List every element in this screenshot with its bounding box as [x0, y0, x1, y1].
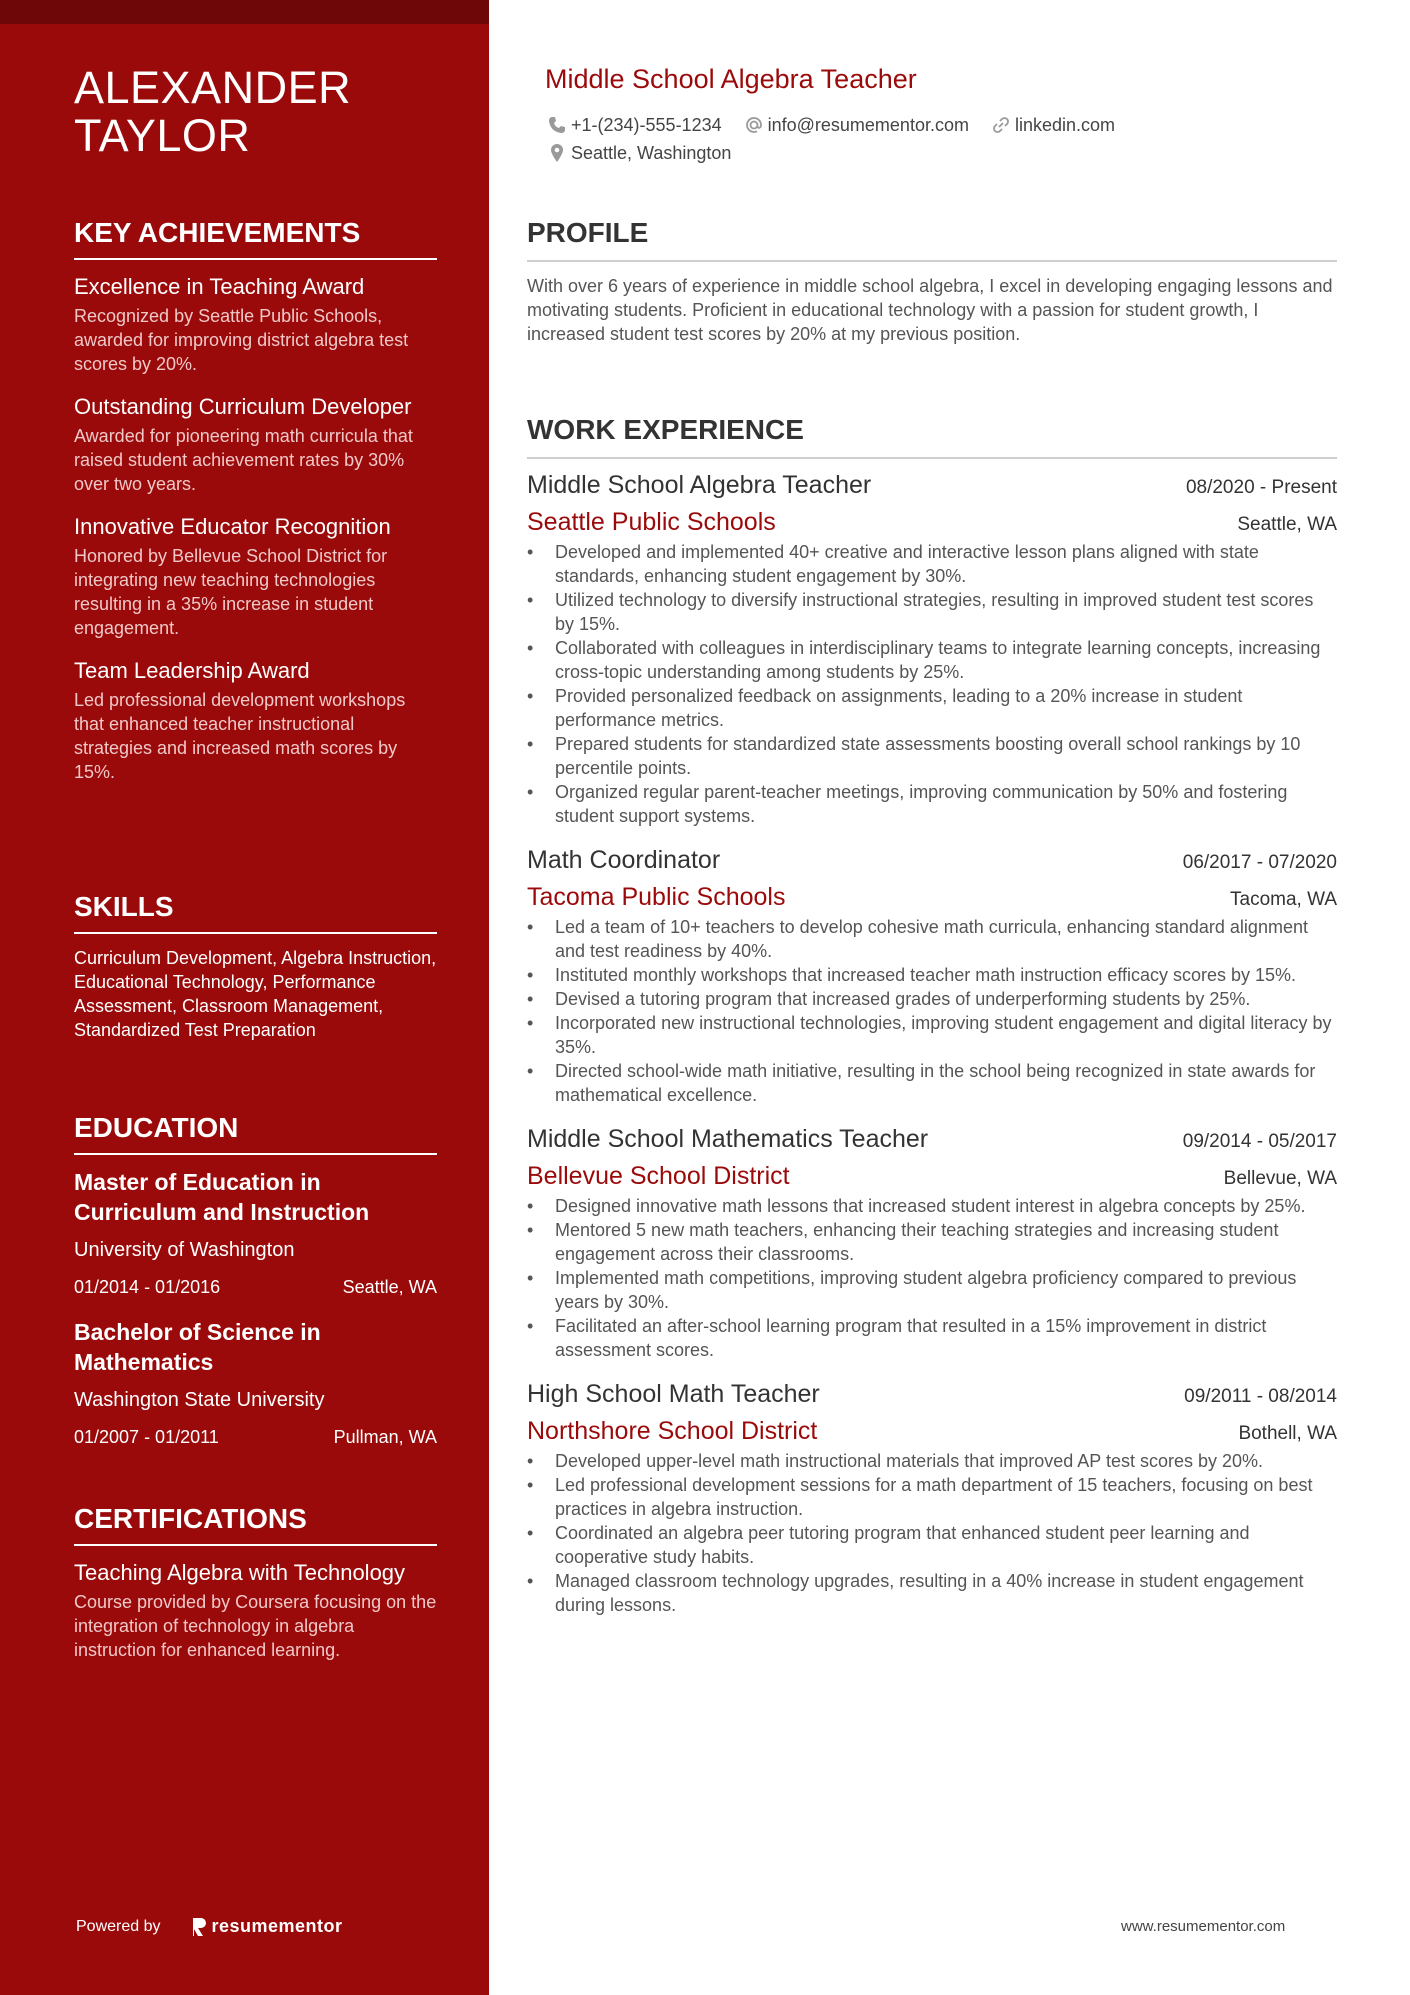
- achievement-title: Team Leadership Award: [74, 658, 310, 683]
- job-entry: [527, 1378, 1337, 1617]
- job-bullet: • Developed and implemented 40+ creative and interactive lesson plans aligned with state standards, enhancing student engagement by 30%.: [527, 540, 1337, 588]
- job-bullet: • Instituted monthly workshops that increased teacher math instruction efficacy scores by 15%.: [527, 963, 1337, 987]
- job-role: Middle School Algebra Teacher: [527, 471, 872, 499]
- education-item: [74, 1167, 437, 1299]
- achievement-item: [74, 272, 437, 376]
- candidate-name: [74, 64, 454, 160]
- education-heading: EDUCATION: [74, 1111, 437, 1155]
- job-dates: 09/2014 - 05/2017: [1182, 1131, 1337, 1152]
- education-location: Pullman, WA: [333, 1427, 437, 1447]
- phone-text: +1-(234)-555-1234: [571, 115, 722, 135]
- skills-heading: SKILLS: [74, 890, 437, 934]
- job-location: Bellevue, WA: [1223, 1168, 1337, 1189]
- achievements-list: [74, 272, 437, 784]
- job-bullet: • Directed school-wide math initiative, resulting in the school being recognized in state awards for mathematical excellence.: [527, 1059, 1337, 1107]
- job-header: [527, 1378, 1337, 1410]
- job-bullets: [527, 540, 1337, 828]
- powered-by-label: Powered by: [76, 1917, 161, 1935]
- job-bullet: • Collaborated with colleagues in interdisciplinary teams to integrate learning concepts, increasing cross-topic understanding among students by 25%.: [527, 636, 1337, 684]
- experience-section: [527, 413, 1337, 1617]
- job-dates: 09/2011 - 08/2014: [1184, 1386, 1337, 1407]
- linkedin-text: linkedin.com: [1014, 115, 1116, 135]
- brand-name: resumementor: [211, 1916, 343, 1936]
- job-company: Tacoma Public Schools: [527, 883, 786, 911]
- education-meta: [74, 1425, 437, 1449]
- job-bullet: • Developed upper-level math instructional materials that improved AP test scores by 20%.: [527, 1449, 1337, 1473]
- job-role: Middle School Mathematics Teacher: [527, 1125, 929, 1153]
- contact-linkedin[interactable]: [991, 112, 1115, 138]
- job-subheader: [527, 882, 1337, 913]
- job-bullet: • Coordinated an algebra peer tutoring program that enhanced student peer learning and cooperative study habits.: [527, 1521, 1337, 1569]
- job-header: [527, 469, 1337, 501]
- job-bullet: • Facilitated an after-school learning program that resulted in a 15% improvement in district assessment scores.: [527, 1314, 1337, 1362]
- job-bullet: • Mentored 5 new math teachers, enhancing their teaching strategies and increasing student engagement across their classrooms.: [527, 1218, 1337, 1266]
- job-dates: 08/2020 - Present: [1185, 477, 1337, 498]
- education-degree: Bachelor of Science in Mathematics: [74, 1319, 321, 1375]
- education-school: University of Washington: [74, 1239, 295, 1261]
- experience-heading: WORK EXPERIENCE: [527, 413, 1337, 459]
- contact-phone[interactable]: [547, 112, 722, 138]
- job-header: [527, 844, 1337, 876]
- job-company: Seattle Public Schools: [527, 508, 776, 536]
- job-bullets: [527, 915, 1337, 1107]
- contact-email[interactable]: [744, 112, 969, 138]
- first-name: ALEXANDER: [74, 62, 352, 113]
- certification-title: Teaching Algebra with Technology: [74, 1560, 406, 1585]
- education-item: [74, 1317, 437, 1449]
- achievement-item: [74, 512, 437, 640]
- achievement-desc: Honored by Bellevue School District for integrating new teaching technologies resulting in a 35% increase in student engagement.: [74, 546, 388, 638]
- job-header: [527, 1123, 1337, 1155]
- main-content: [527, 0, 1337, 1995]
- achievements-heading: KEY ACHIEVEMENTS: [74, 216, 437, 260]
- job-bullet: • Incorporated new instructional technologies, improving student engagement and digital literacy by 35%.: [527, 1011, 1337, 1059]
- email-text: info@resumementor.com: [767, 115, 969, 135]
- contact-info: [547, 112, 1327, 168]
- job-subheader: [527, 507, 1337, 538]
- resumementor-logo-icon: [191, 1917, 207, 1937]
- job-bullet: • Utilized technology to diversify instructional strategies, resulting in improved student test scores by 15%.: [527, 588, 1337, 636]
- education-degree: Master of Education in Curriculum and Instruction: [74, 1169, 370, 1225]
- certifications-heading: CERTIFICATIONS: [74, 1502, 437, 1546]
- resume-job-title: Middle School Algebra Teacher: [545, 64, 917, 94]
- brand-logo[interactable]: [191, 1916, 343, 1937]
- last-name: TAYLOR: [74, 110, 251, 161]
- job-bullet: • Provided personalized feedback on assignments, leading to a 20% increase in student performance metrics.: [527, 684, 1337, 732]
- job-subheader: [527, 1416, 1337, 1447]
- achievement-item: [74, 656, 437, 784]
- job-entry: [527, 1123, 1337, 1362]
- sidebar-top-band: [0, 0, 489, 24]
- profile-section: [527, 216, 1337, 346]
- certifications-section: [74, 1502, 437, 1662]
- footer-website-link[interactable]: www.resumementor.com: [1121, 1918, 1286, 1935]
- education-dates: 01/2014 - 01/2016: [74, 1277, 221, 1297]
- sidebar: [0, 0, 489, 1995]
- location-text: Seattle, Washington: [571, 143, 732, 163]
- profile-text: With over 6 years of experience in middle school algebra, I excel in developing engaging lessons and motivating students. Proficient in educational technology with a passion for student growth, I increased student test scores by 20% at my previous position.: [527, 276, 1333, 344]
- education-school: Washington State University: [74, 1389, 325, 1411]
- job-bullet: • Prepared students for standardized state assessments boosting overall school rankings by 10 percentile points.: [527, 732, 1337, 780]
- job-bullets: [527, 1194, 1337, 1362]
- job-dates: 06/2017 - 07/2020: [1182, 852, 1337, 873]
- job-company: Bellevue School District: [527, 1162, 790, 1190]
- job-location: Seattle, WA: [1237, 514, 1337, 535]
- achievement-desc: Awarded for pioneering math curricula that raised student achievement rates by 30% over two years.: [74, 426, 413, 494]
- location-pin-icon: [547, 143, 567, 163]
- contact-row: [547, 140, 1327, 166]
- job-location: Tacoma, WA: [1230, 889, 1337, 910]
- phone-icon: [547, 115, 567, 135]
- achievements-section: [74, 216, 437, 800]
- education-meta: [74, 1275, 437, 1299]
- achievement-title: Outstanding Curriculum Developer: [74, 394, 412, 419]
- job-role: Math Coordinator: [527, 846, 721, 874]
- powered-by: [76, 1916, 343, 1937]
- education-section: [74, 1111, 437, 1449]
- achievement-desc: Recognized by Seattle Public Schools, awarded for improving district algebra test scores by 20%.: [74, 306, 409, 374]
- education-location: Seattle, WA: [342, 1277, 437, 1297]
- job-company: Northshore School District: [527, 1417, 818, 1445]
- certification-desc: Course provided by Coursera focusing on the integration of technology in algebra instruction for enhanced learning.: [74, 1592, 437, 1660]
- achievement-item: [74, 392, 437, 496]
- job-bullet: • Organized regular parent-teacher meetings, improving communication by 50% and fostering student support systems.: [527, 780, 1337, 828]
- job-bullet: • Devised a tutoring program that increased grades of underperforming students by 25%.: [527, 987, 1337, 1011]
- job-entry: [527, 469, 1337, 828]
- job-bullet: • Designed innovative math lessons that increased student interest in algebra concepts by 25%.: [527, 1194, 1337, 1218]
- job-bullet: • Led professional development sessions for a math department of 15 teachers, focusing on best practices in algebra instruction.: [527, 1473, 1337, 1521]
- contact-row: [547, 112, 1327, 138]
- achievement-title: Innovative Educator Recognition: [74, 514, 391, 539]
- job-role: High School Math Teacher: [527, 1380, 820, 1408]
- achievement-desc: Led professional development workshops that enhanced teacher instructional strategies and increased math scores by 15%.: [74, 690, 406, 782]
- job-bullet: • Implemented math competitions, improving student algebra proficiency compared to previous years by 30%.: [527, 1266, 1337, 1314]
- profile-heading: PROFILE: [527, 216, 1337, 262]
- skills-section: [74, 890, 437, 1042]
- job-bullet: • Led a team of 10+ teachers to develop cohesive math curricula, enhancing standard alignment and test readiness by 40%.: [527, 915, 1337, 963]
- at-icon: [744, 115, 764, 135]
- job-location: Bothell, WA: [1238, 1423, 1337, 1444]
- link-icon: [991, 115, 1011, 135]
- job-bullet: • Managed classroom technology upgrades, resulting in a 40% increase in student engagement during lessons.: [527, 1569, 1337, 1617]
- achievement-title: Excellence in Teaching Award: [74, 274, 365, 299]
- job-entry: [527, 844, 1337, 1107]
- contact-location: [547, 140, 731, 166]
- education-dates: 01/2007 - 01/2011: [74, 1427, 219, 1447]
- job-bullets: [527, 1449, 1337, 1617]
- skills-list: Curriculum Development, Algebra Instruction, Educational Technology, Performance Assessment, Classroom Management, Standardized Test Preparation: [74, 948, 437, 1040]
- job-subheader: [527, 1161, 1337, 1192]
